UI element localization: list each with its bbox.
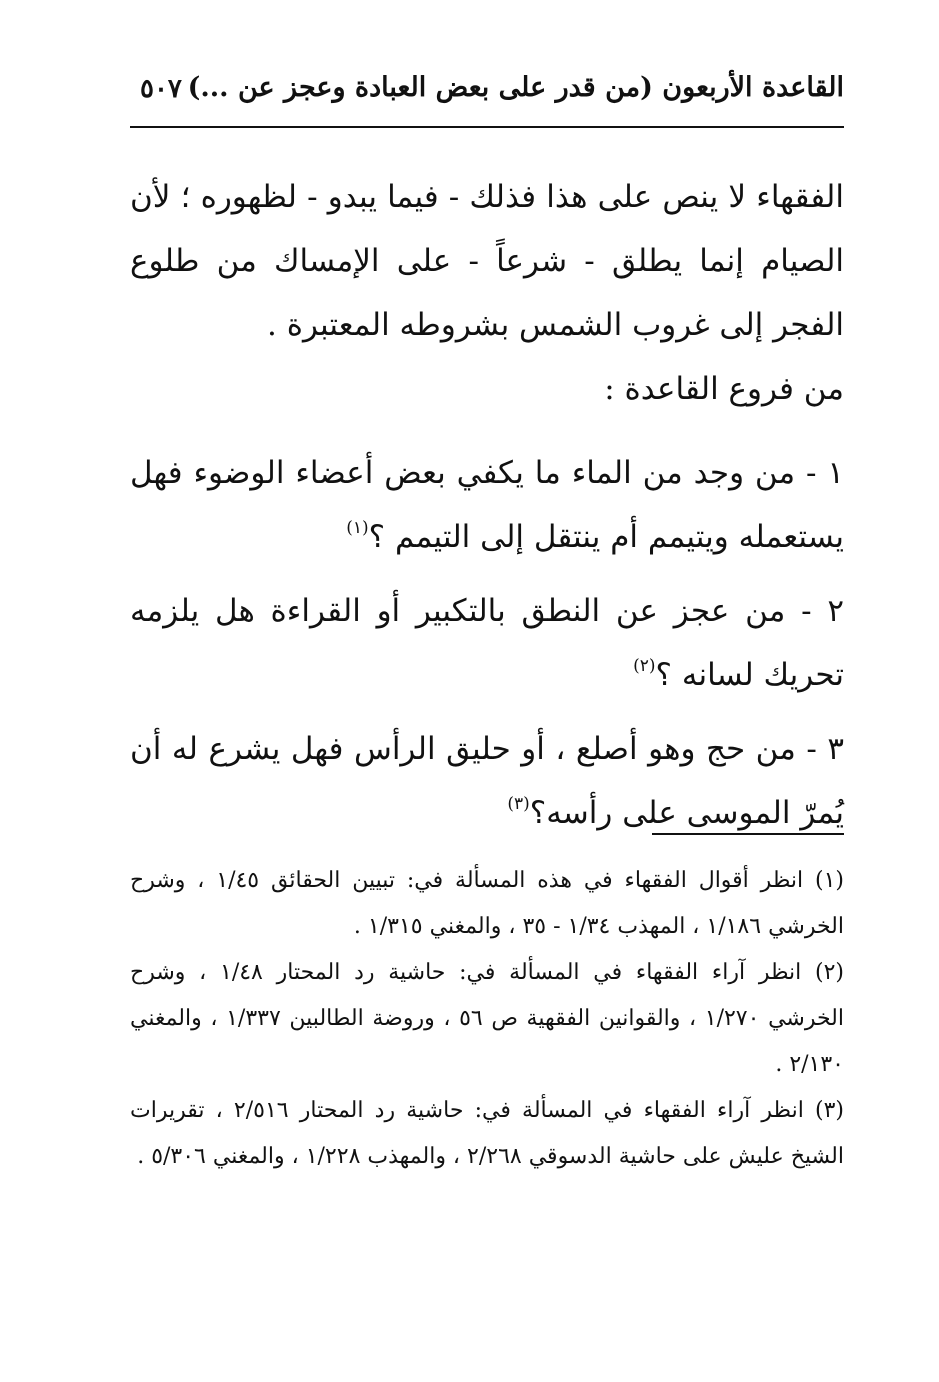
- footnote-text: انظر آراء الفقهاء في المسألة في: حاشية رد المحتار ١/٤٨ ، وشرح الخرشي ١/٢٧٠ ، والقوانين الفقهية ص ٥٦ ، وروضة الطالبين ١/٣٣٧ ، والمغني ٢/١٣٠ .: [130, 960, 844, 1077]
- header-divider: [130, 126, 844, 128]
- footnote-number: (٣): [814, 1098, 844, 1123]
- footnote-ref-2[interactable]: (٢): [633, 656, 656, 676]
- branch-item-text: ٣ - من حج وهو أصلع ، أو حليق الرأس فهل يشرع له أن يُمرّ الموسى على رأسه؟: [130, 731, 844, 831]
- footnote-ref-3[interactable]: (٣): [507, 794, 530, 814]
- branch-item-text: ١ - من وجد من الماء ما يكفي بعض أعضاء الوضوء فهل يستعمله ويتيمم أم ينتقل إلى التيمم ؟: [130, 455, 844, 555]
- running-title: القاعدة الأربعون (من قدر على بعض العبادة وعجز عن ...): [187, 72, 844, 103]
- footnote-ref-1[interactable]: (١): [346, 518, 369, 538]
- footnote-3: [130, 1088, 844, 1180]
- footnotes: [130, 858, 844, 1180]
- footnote-text: انظر أقوال الفقهاء في هذه المسألة في: تبيين الحقائق ١/٤٥ ، وشرح الخرشي ١/١٨٦ ، المهذب ١/٣٤ - ٣٥ ، والمغني ١/٣١٥ .: [130, 868, 844, 939]
- footnote-text: انظر آراء الفقهاء في المسألة في: حاشية رد المحتار ٢/٥١٦ ، تقريرات الشيخ عليش على حاشية الدسوقي ٢/٢٦٨ ، والمهذب ١/٢٢٨ ، والمغني ٥/٣٠٦ .: [130, 1098, 844, 1169]
- footnote-1: [130, 858, 844, 950]
- section-heading: من فروع القاعدة :: [604, 371, 844, 407]
- page-header: [130, 72, 844, 118]
- branch-item-1: [130, 441, 844, 569]
- branch-item-3: [130, 717, 844, 845]
- main-text: [130, 165, 844, 845]
- intro-paragraph: الفقهاء لا ينص على هذا فذلك - فيما يبدو - لظهوره ؛ لأن الصيام إنما يطلق - شرعاً - على الإمساك من طلوع الفجر إلى غروب الشمس بشروطه المعتبرة .: [130, 179, 844, 343]
- footnote-divider: [652, 833, 844, 835]
- page-number: ٥٠٧: [140, 74, 182, 104]
- footnote-number: (٢): [815, 960, 845, 985]
- branch-item-text: ٢ - من عجز عن النطق بالتكبير أو القراءة هل يلزمه تحريك لسانه ؟: [130, 593, 844, 693]
- footnote-2: [130, 950, 844, 1088]
- footnote-number: (١): [815, 868, 845, 893]
- branch-item-2: [130, 579, 844, 707]
